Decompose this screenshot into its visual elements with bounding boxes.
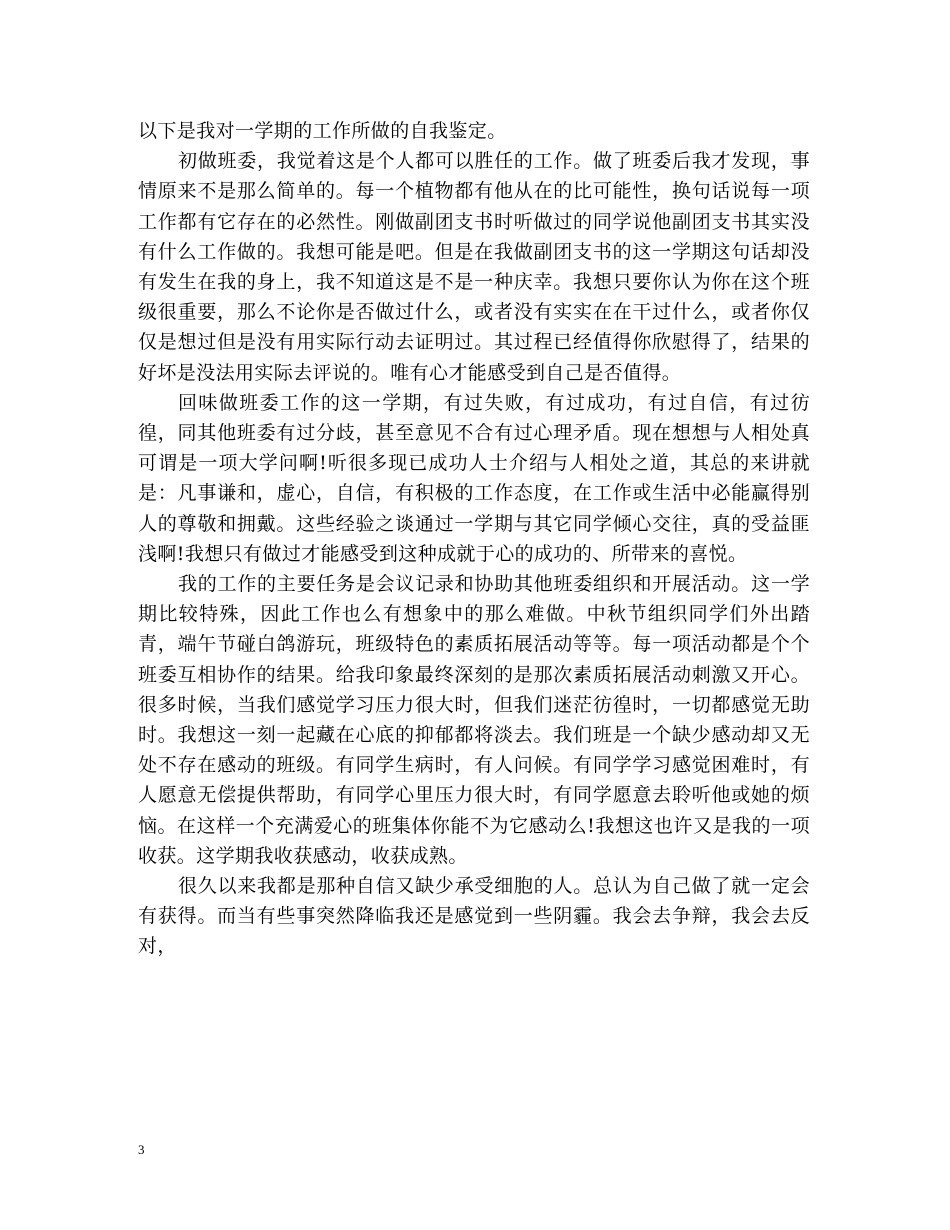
paragraph-reflection: 回味做班委工作的这一学期，有过失败，有过成功，有过自信，有过彷徨，同其他班委有过分歧，甚至意见不合有过心理矛盾。现在想想与人相处真可谓是一项大学问啊!听很多现已成功人士介绍与人相处之道，其总的来讲就是：凡事谦和，虚心，自信，有积极的工作态度，在工作或生活中必能赢得别人的尊敬和拥戴。这些经验之谈通过一学期与其它同学倾心交往，真的受益匪浅啊!我想只有做过才能感受到这种成就于心的成功的、所带来的喜悦。: [138, 391, 810, 565]
paragraph-intro: 以下是我对一学期的工作所做的自我鉴定。: [138, 120, 507, 142]
paragraph-confidence: 很久以来我都是那种自信又缺少承受细胞的人。总认为自己做了就一定会有获得。而当有些事突然降临我还是感觉到一些阴霾。我会去争辩，我会去反对，: [138, 875, 810, 958]
paragraph-first-role: 初做班委，我觉着这是个人都可以胜任的工作。做了班委后我才发现，事情原来不是那么简单的。每一个植物都有他从在的比可能性，换句话说每一项工作都有它存在的必然性。刚做副团支书时听做过的同学说他副团支书其实没有什么工作做的。我想可能是吧。但是在我做副团支书的这一学期这句话却没有发生在我的身上，我不知道这是不是一种庆幸。我想只要你认为你在这个班级很重要，那么不论你是否做过什么，或者没有实实在在干过什么，或者你仅仅是想过但是没有用实际行动去证明过。其过程已经值得你欣慰得了，结果的好坏是没法用实际去评说的。唯有心才能感受到自己是否值得。: [138, 150, 810, 384]
paragraph-main-tasks: 我的工作的主要任务是会议记录和协助其他班委组织和开展活动。这一学期比较特殊，因此工作也么有想象中的那么难做。中秋节组织同学们外出踏青，端午节碰白鸽游玩，班级特色的素质拓展活动等等。每一项活动都是个个班委互相协作的结果。给我印象最终深刻的是那次素质拓展活动刺激又开心。很多时候，当我们感觉学习压力很大时，但我们迷茫彷徨时，一切都感觉无助时。我想这一刻一起藏在心底的抑郁都将淡去。我们班是一个缺少感动却又无处不存在感动的班级。有同学生病时，有人问候。有同学学习感觉困难时，有人愿意无偿提供帮助，有同学心里压力很大时，有同学愿意去聆听他或她的烦恼。在这样一个充满爱心的班集体你能不为它感动么!我想这也许又是我的一项收获。这学期我收获感动，收获成熟。: [138, 573, 810, 867]
document-body: [138, 116, 810, 962]
page-number: 3: [138, 1142, 145, 1157]
